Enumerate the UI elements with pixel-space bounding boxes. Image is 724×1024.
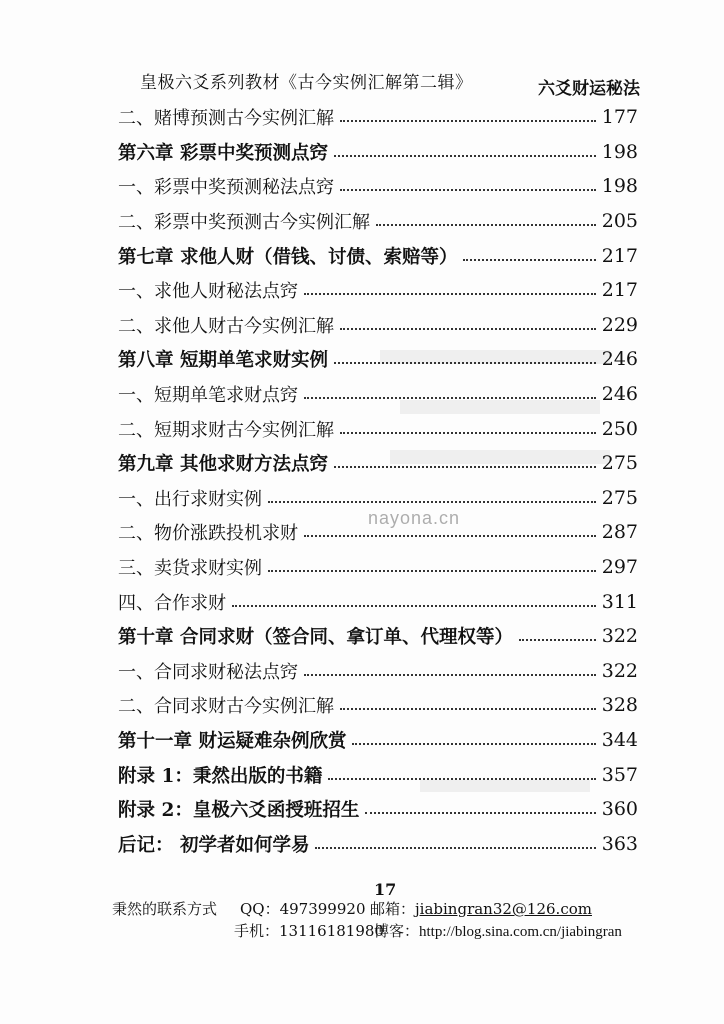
section-title: 一、求他人财秘法点窍 — [118, 281, 298, 303]
dot-leader — [268, 501, 596, 503]
toc-entry[interactable] — [118, 273, 638, 308]
toc-entry[interactable] — [118, 238, 638, 273]
toc-page-number: 198 — [601, 140, 638, 163]
section-title: 二、短期求财古今实例汇解 — [118, 419, 334, 441]
toc-page-number: 322 — [601, 625, 638, 648]
dot-leader — [328, 778, 595, 780]
dot-leader — [315, 847, 595, 849]
table-of-contents — [118, 100, 638, 861]
email-link[interactable]: jiabingran32@126.com — [415, 900, 592, 918]
page-header — [140, 68, 640, 98]
dot-leader — [304, 674, 596, 676]
chapter-title: 第九章 其他求财方法点窍 — [118, 454, 328, 476]
toc-entry[interactable] — [118, 619, 638, 654]
chapter-title: 后记： 初学者如何学易 — [118, 834, 310, 856]
toc-page-number: 250 — [601, 417, 638, 440]
toc-entry[interactable] — [118, 584, 638, 619]
toc-entry[interactable] — [118, 377, 638, 412]
toc-page-number: 246 — [601, 348, 638, 371]
section-title: 二、合同求财古今实例汇解 — [118, 696, 334, 718]
watermark: nayona.cn — [368, 508, 461, 528]
toc-entry[interactable] — [118, 446, 638, 481]
toc-entry[interactable] — [118, 723, 638, 758]
toc-page-number: 205 — [601, 210, 638, 233]
toc-page-number: 322 — [601, 659, 638, 682]
toc-page-number: 275 — [601, 452, 638, 475]
chapter-title: 附录 1：秉然出版的书籍 — [118, 765, 323, 787]
toc-page-number: 357 — [601, 763, 638, 786]
section-title: 二、物价涨跌投机求财 — [118, 523, 298, 545]
qq-number: QQ：497399920 — [240, 900, 366, 918]
toc-entry[interactable] — [118, 826, 638, 861]
dot-leader — [304, 535, 596, 537]
dot-leader — [232, 605, 596, 607]
section-title: 一、合同求财秘法点窍 — [118, 661, 298, 683]
section-title: 二、求他人财古今实例汇解 — [118, 315, 334, 337]
chapter-title: 第十一章 财运疑难杂例欣赏 — [118, 730, 347, 752]
toc-entry[interactable] — [118, 308, 638, 343]
toc-entry[interactable] — [118, 688, 638, 723]
dot-leader — [304, 397, 596, 399]
toc-page-number: 217 — [601, 279, 638, 302]
toc-page-number: 344 — [601, 728, 638, 751]
chapter-title: 第十章 合同求财（签合同、拿订单、代理权等） — [118, 627, 513, 649]
toc-page-number: 328 — [601, 694, 638, 717]
toc-page-number: 177 — [601, 106, 638, 129]
dot-leader — [334, 155, 596, 157]
toc-page-number: 198 — [601, 175, 638, 198]
dot-leader — [340, 432, 596, 434]
dot-leader — [352, 743, 595, 745]
dot-leader — [365, 812, 595, 814]
toc-page-number: 246 — [601, 383, 638, 406]
dot-leader — [268, 570, 596, 572]
section-title: 六爻财运秘法 — [538, 79, 640, 99]
chapter-title: 第七章 求他人财（借钱、讨债、索赔等） — [118, 246, 458, 268]
section-title: 一、短期单笔求财点窍 — [118, 385, 298, 407]
dot-leader — [304, 293, 596, 295]
dot-leader — [519, 639, 596, 641]
dot-leader — [463, 259, 595, 261]
dot-leader — [340, 328, 596, 330]
dot-leader — [334, 466, 596, 468]
phone-number: 手机：13116181980 — [234, 922, 384, 940]
toc-page-number: 363 — [601, 832, 638, 855]
section-title: 一、彩票中奖预测秘法点窍 — [118, 177, 334, 199]
dot-leader — [376, 224, 596, 226]
email-label: 邮箱： — [370, 900, 416, 918]
contact-footer — [112, 898, 672, 942]
series-title: 皇极六爻系列教材《古今实例汇解第二辑》 — [140, 73, 473, 93]
toc-page-number: 297 — [601, 556, 638, 579]
blog-link[interactable]: 博客：http://blog.sina.com.cn/jiabingran — [374, 924, 622, 940]
toc-page-number: 311 — [601, 590, 638, 613]
section-title: 三、卖货求财实例 — [118, 558, 262, 580]
section-title: 一、出行求财实例 — [118, 488, 262, 510]
toc-entry[interactable] — [118, 654, 638, 689]
toc-page-number: 229 — [601, 313, 638, 336]
chapter-title: 第六章 彩票中奖预测点窍 — [118, 142, 328, 164]
email-field — [370, 898, 592, 919]
dot-leader — [340, 189, 596, 191]
toc-page-number: 287 — [601, 521, 638, 544]
toc-entry[interactable] — [118, 100, 638, 135]
contact-label: 秉然的联系方式 — [112, 900, 218, 918]
chapter-title: 附录 2：皇极六爻函授班招生 — [118, 800, 360, 822]
toc-page-number: 217 — [601, 244, 638, 267]
toc-entry[interactable] — [118, 169, 638, 204]
dot-leader — [340, 708, 596, 710]
section-title: 四、合作求财 — [118, 592, 226, 614]
toc-page-number: 275 — [601, 486, 638, 509]
toc-entry[interactable] — [118, 757, 638, 792]
toc-entry[interactable] — [118, 135, 638, 170]
toc-page-number: 360 — [601, 798, 638, 821]
toc-entry[interactable] — [118, 792, 638, 827]
toc-entry[interactable] — [118, 411, 638, 446]
section-title: 二、赌博预测古今实例汇解 — [118, 108, 334, 130]
toc-entry[interactable] — [118, 204, 638, 239]
toc-entry[interactable] — [118, 342, 638, 377]
dot-leader — [334, 362, 596, 364]
dot-leader — [340, 120, 596, 122]
chapter-title: 第八章 短期单笔求财实例 — [118, 350, 328, 372]
section-title: 二、彩票中奖预测古今实例汇解 — [118, 212, 370, 234]
toc-entry[interactable] — [118, 550, 638, 585]
page-number: 17 — [374, 880, 397, 899]
